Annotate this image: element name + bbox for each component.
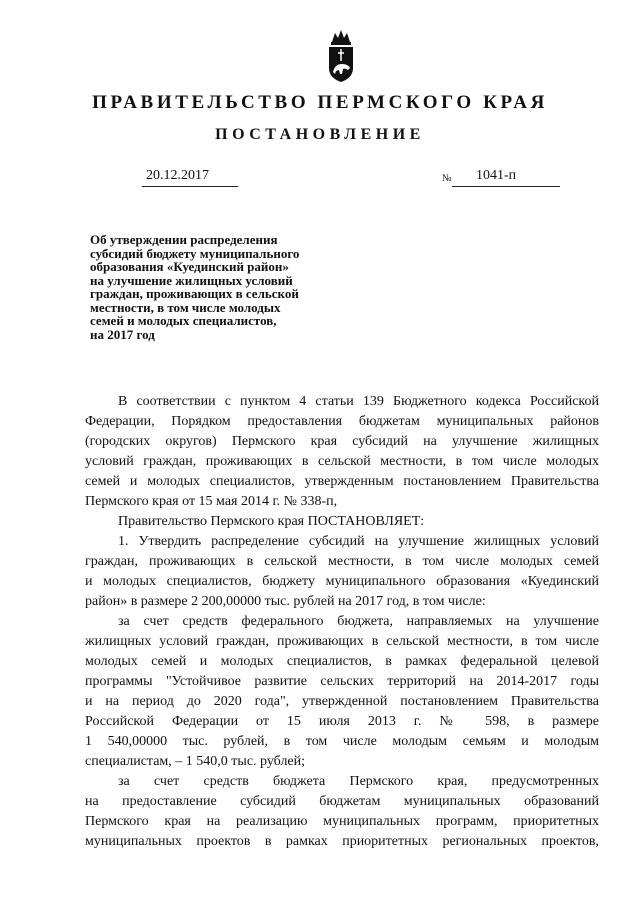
- document-subject: [90, 233, 350, 341]
- subject-line: на улучшение жилищных условий: [90, 272, 293, 288]
- body-line: программы "Устойчивое развитие сельских территорий на 2014-2017 годы: [85, 674, 599, 689]
- body-line: условий граждан, проживающих в сельской местности, в том числе молодых: [85, 454, 599, 469]
- government-title: ПРАВИТЕЛЬСТВО ПЕРМСКОГО КРАЯ: [92, 92, 548, 113]
- subject-line: Об утверждении распределения: [90, 232, 278, 247]
- body-line: район» в размере 2 200,00000 тыс. рублей на 2017 год, в том числе:: [85, 594, 486, 609]
- number-underline: [452, 186, 560, 187]
- body-line: В соответствии с пунктом 4 статьи 139 Бюджетного кодекса Российской: [118, 394, 599, 409]
- document-body: [85, 392, 599, 852]
- body-line: Пермского края от 15 мая 2014 г. № 338-п,: [85, 494, 338, 509]
- subject-line: образования «Куединский район»: [90, 259, 289, 274]
- body-line: на предоставление субсидий бюджетам муниципальных образований: [85, 794, 599, 809]
- subject-line: семей и молодых специалистов,: [90, 313, 277, 328]
- body-line: за счет средств федерального бюджета, направляемых на улучшение: [118, 614, 599, 629]
- body-line: молодых семей и молодых специалистов, в рамках федеральной целевой: [85, 654, 599, 669]
- body-line: Федерации, Порядком предоставления бюджетам муниципальных районов: [85, 414, 599, 429]
- subject-line: субсидий бюджету муниципального: [90, 245, 300, 261]
- document-date: 20.12.2017: [146, 168, 209, 183]
- subject-line: местности, в том числе молодых: [90, 299, 281, 315]
- body-line: семей и молодых специалистов, утвержденным постановлением Правительства: [85, 474, 599, 489]
- coat-of-arms-icon: [326, 24, 356, 84]
- body-line: Правительство Пермского края ПОСТАНОВЛЯЕТ:: [118, 514, 425, 529]
- body-line: муниципальных проектов в рамках приоритетных региональных проектов,: [85, 834, 599, 849]
- body-line: специалистам, – 1 540,0 тыс. рублей;: [85, 754, 306, 769]
- body-line: Российской Федерации от 15 июля 2013 г. № 598, в размере: [85, 714, 599, 729]
- subject-line: на 2017 год: [90, 326, 155, 342]
- body-line: и на период до 2020 года", утвержденной постановлением Правительства: [85, 694, 599, 709]
- date-underline: [142, 186, 238, 187]
- number-sign: №: [442, 173, 452, 184]
- body-line: за счет средств бюджета Пермского края, предусмотренных: [118, 774, 599, 789]
- body-line: Пермского края на реализацию муниципальных программ, приоритетных: [85, 814, 599, 829]
- document-type: ПОСТАНОВЛЕНИЕ: [215, 126, 425, 143]
- subject-line: граждан, проживающих в сельской: [90, 286, 299, 301]
- body-line: 1 540,00000 тыс. рублей, в том числе молодым семьям и молодым: [85, 734, 599, 749]
- document-number: 1041-п: [476, 168, 517, 183]
- body-line: жилищных условий граждан, проживающих в сельской местности, в том числе: [85, 634, 599, 649]
- body-line: 1. Утвердить распределение субсидий на улучшение жилищных условий: [118, 534, 599, 549]
- body-line: и молодых специалистов, бюджету муниципального образования «Куединский: [85, 574, 599, 589]
- body-line: (городских округов) Пермского края субсидий на улучшение жилищных: [85, 434, 599, 449]
- body-line: граждан, проживающих в сельской местности, в том числе молодых семей: [85, 554, 599, 569]
